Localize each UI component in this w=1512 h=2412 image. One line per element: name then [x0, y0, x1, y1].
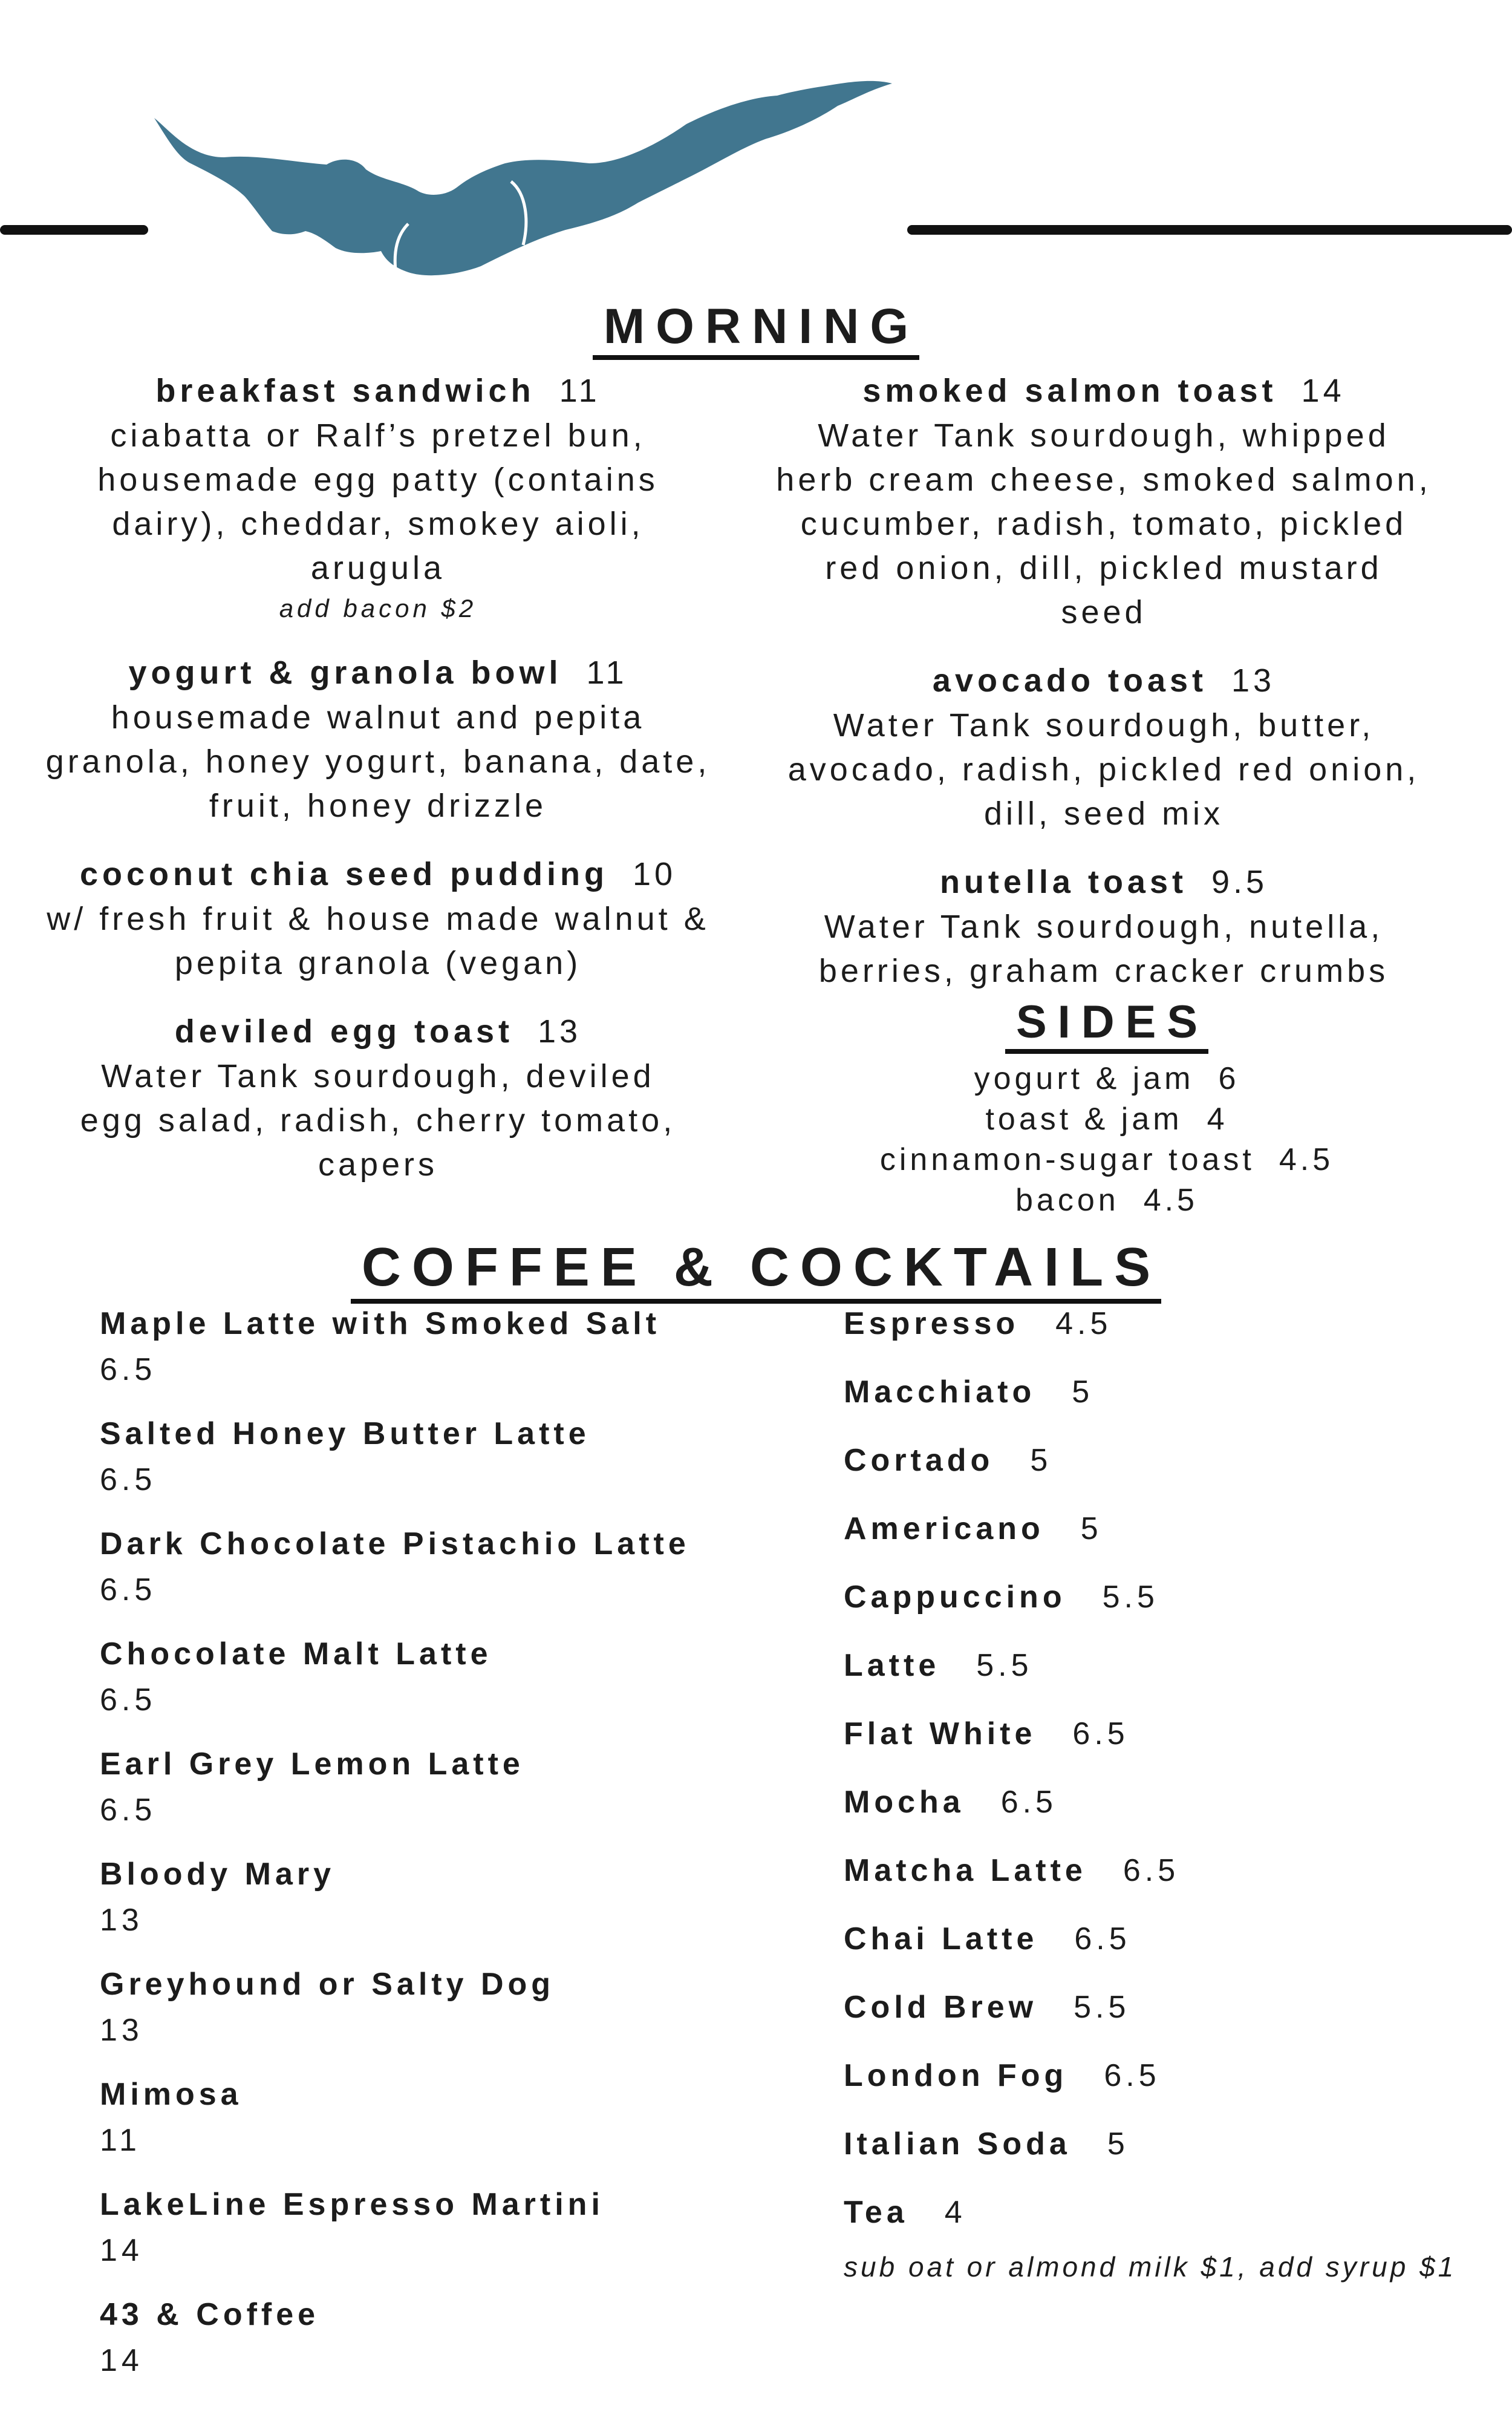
- menu-item: [36, 851, 720, 985]
- drink-price: 4: [944, 2195, 966, 2230]
- drink-name: Italian Soda: [844, 2126, 1071, 2162]
- menu-item: [36, 368, 720, 627]
- menu-item: [36, 1008, 720, 1187]
- menu-item-description: dill, seed mix: [983, 796, 1224, 832]
- header-rule-left: [0, 225, 148, 235]
- menu-item-name: coconut chia seed pudding: [79, 856, 608, 892]
- coffee-right-column: [844, 1301, 1479, 2258]
- drink-item: [100, 2292, 795, 2384]
- drink-name: Chocolate Malt Latte: [100, 1636, 492, 1672]
- drink-item: [844, 1506, 1479, 1574]
- drink-item: [844, 2121, 1479, 2189]
- menu-item-description: Water Tank sourdough, nutella,: [824, 909, 1384, 945]
- menu-item-header: [771, 368, 1436, 414]
- drink-price: 6.5: [100, 1462, 157, 1497]
- menu-item-header: [771, 859, 1436, 905]
- drink-name: LakeLine Espresso Martini: [100, 2187, 604, 2222]
- menu-item-description: dairy), cheddar, smokey aioli,: [112, 506, 644, 542]
- drink-price: 14: [100, 2343, 143, 2378]
- drink-item: [844, 1642, 1479, 1711]
- menu-item-description: granola, honey yogurt, banana, date,: [45, 744, 711, 780]
- drink-name: Macchiato: [844, 1374, 1036, 1410]
- menu-item-price: 11: [586, 655, 628, 691]
- drink-item: [844, 1369, 1479, 1437]
- menu-item-description: ciabatta or Ralf’s pretzel bun,: [110, 417, 646, 454]
- drink-name: Chai Latte: [844, 1921, 1038, 1956]
- menu-item-name: nutella toast: [939, 864, 1187, 900]
- drink-price: 4.5: [1055, 1306, 1112, 1341]
- milk-syrup-note: sub oat or almond milk $1, add syrup $1: [844, 2251, 1457, 2283]
- morning-heading: MORNING: [0, 293, 1512, 360]
- drink-price: 13: [100, 2013, 143, 2048]
- header-rule-right: [907, 225, 1512, 235]
- menu-item: [771, 658, 1436, 836]
- side-item: [774, 1180, 1439, 1221]
- morning-right-column: [771, 368, 1436, 1016]
- morning-left-column: [36, 368, 720, 1210]
- side-item-name: cinnamon-sugar toast: [879, 1142, 1255, 1177]
- drink-item: [844, 2189, 1479, 2258]
- menu-item-description: arugula: [310, 550, 446, 586]
- drink-price: 5.5: [1102, 1580, 1159, 1615]
- menu-item-header: [771, 658, 1436, 704]
- menu-item-description: seed: [1061, 594, 1147, 630]
- menu-item-description: egg salad, radish, cherry tomato,: [80, 1102, 676, 1139]
- menu-item-price: 13: [538, 1013, 582, 1050]
- menu-item-price: 14: [1301, 373, 1345, 409]
- side-item: [774, 1099, 1439, 1140]
- menu-item-description: fruit, honey drizzle: [209, 788, 547, 824]
- menu-item-description: red onion, dill, pickled mustard: [825, 550, 1383, 586]
- drink-name: London Fog: [844, 2058, 1068, 2093]
- menu-item-description: Water Tank sourdough, butter,: [833, 707, 1375, 744]
- menu-item-header: [36, 851, 720, 897]
- side-item-name: yogurt & jam: [974, 1061, 1194, 1096]
- side-item-price: 4.5: [1143, 1183, 1198, 1218]
- drink-price: 5: [1107, 2126, 1129, 2162]
- drink-item: [100, 1961, 795, 2053]
- menu-item: [771, 368, 1436, 635]
- drink-price: 11: [100, 2123, 141, 2158]
- drink-item: [844, 1574, 1479, 1642]
- side-item-price: 6: [1218, 1061, 1240, 1096]
- drink-name: Cold Brew: [844, 1990, 1038, 2025]
- side-item-price: 4.5: [1279, 1142, 1334, 1177]
- drink-price: 14: [100, 2233, 143, 2268]
- drink-name: Dark Chocolate Pistachio Latte: [100, 1526, 690, 1561]
- menu-item-description: avocado, radish, pickled red onion,: [787, 751, 1420, 788]
- menu-item: [771, 859, 1436, 993]
- drink-name: Mimosa: [100, 2077, 243, 2112]
- drink-price: 6.5: [100, 1682, 157, 1717]
- menu-item-name: smoked salmon toast: [862, 373, 1277, 409]
- menu-item-description: berries, graham cracker crumbs: [818, 953, 1389, 989]
- drink-price: 6.5: [1104, 2058, 1161, 2093]
- drink-price: 13: [100, 1903, 143, 1938]
- menu-item-price: 10: [632, 856, 677, 892]
- drink-price: 6.5: [1123, 1853, 1180, 1888]
- menu-item-name: deviled egg toast: [174, 1013, 514, 1050]
- sides-list: [774, 1059, 1439, 1221]
- drink-name: Bloody Mary: [100, 1857, 336, 1892]
- menu-item-description: housemade egg patty (contains: [97, 462, 659, 498]
- drink-price: 6.5: [100, 1352, 157, 1387]
- drink-item: [844, 1984, 1479, 2053]
- menu-item-header: [36, 1008, 720, 1054]
- drink-name: Earl Grey Lemon Latte: [100, 1747, 524, 1782]
- sides-heading: SIDES: [774, 992, 1439, 1053]
- drink-price: 6.5: [1074, 1921, 1131, 1956]
- menu-item-price: 11: [559, 373, 601, 409]
- drink-item: [100, 1301, 795, 1393]
- side-item: [774, 1059, 1439, 1099]
- menu-item-header: [36, 650, 720, 696]
- drink-item: [100, 1521, 795, 1613]
- drink-name: 43 & Coffee: [100, 2297, 320, 2332]
- drink-name: Cappuccino: [844, 1580, 1066, 1615]
- drink-name: Maple Latte with Smoked Salt: [100, 1306, 661, 1341]
- drink-name: Espresso: [844, 1306, 1020, 1341]
- menu-item-description: herb cream cheese, smoked salmon,: [776, 462, 1432, 498]
- diving-swimmer-icon: [142, 73, 916, 290]
- drink-item: [844, 1711, 1479, 1779]
- menu-item-price: 9.5: [1211, 864, 1268, 900]
- side-item-name: toast & jam: [985, 1102, 1183, 1137]
- drink-item: [844, 1437, 1479, 1506]
- drink-item: [100, 1411, 795, 1503]
- drink-name: Tea: [844, 2195, 908, 2230]
- drink-name: Americano: [844, 1511, 1044, 1546]
- menu-item-description: Water Tank sourdough, whipped: [818, 417, 1390, 454]
- drink-name: Mocha: [844, 1785, 965, 1820]
- drink-price: 5: [1072, 1374, 1094, 1410]
- menu-item-description: w/ fresh fruit & house made walnut &: [47, 901, 709, 937]
- drink-price: 5.5: [976, 1648, 1033, 1683]
- menu-item-note: add bacon $2: [279, 594, 477, 623]
- menu-item-description: housemade walnut and pepita: [111, 699, 645, 736]
- drink-item: [100, 1851, 795, 1943]
- drink-price: 6.5: [1072, 1716, 1129, 1751]
- drink-price: 5.5: [1074, 1990, 1130, 2025]
- menu-item-name: avocado toast: [932, 662, 1208, 699]
- drink-item: [100, 2071, 795, 2163]
- side-item: [774, 1140, 1439, 1180]
- menu-item-header: [36, 368, 720, 414]
- drink-name: Greyhound or Salty Dog: [100, 1967, 555, 2002]
- drink-item: [844, 1301, 1479, 1369]
- drink-name: Salted Honey Butter Latte: [100, 1416, 590, 1451]
- menu-item-description: Water Tank sourdough, deviled: [101, 1058, 655, 1094]
- drink-price: 6.5: [1000, 1785, 1057, 1820]
- drink-item: [844, 1779, 1479, 1848]
- menu-item-name: yogurt & granola bowl: [128, 655, 562, 691]
- side-item-price: 4: [1207, 1102, 1228, 1137]
- side-item-name: bacon: [1015, 1183, 1119, 1218]
- drink-item: [844, 2053, 1479, 2121]
- menu-item-description: capers: [318, 1146, 438, 1183]
- drink-price: 6.5: [100, 1793, 157, 1828]
- drink-price: 5: [1030, 1443, 1052, 1478]
- drink-name: Cortado: [844, 1443, 994, 1478]
- drink-item: [100, 1741, 795, 1833]
- menu-item-price: 13: [1231, 662, 1276, 699]
- coffee-heading: COFFEE & COCKTAILS: [0, 1231, 1512, 1304]
- drink-name: Latte: [844, 1648, 940, 1683]
- drink-item: [100, 1631, 795, 1723]
- drink-price: 6.5: [100, 1572, 157, 1607]
- drink-item: [844, 1916, 1479, 1984]
- menu-item: [36, 650, 720, 828]
- drink-price: 5: [1080, 1511, 1103, 1546]
- menu-item-description: pepita granola (vegan): [174, 945, 582, 981]
- drink-item: [100, 2182, 795, 2273]
- drink-item: [844, 1848, 1479, 1916]
- drink-name: Matcha Latte: [844, 1853, 1087, 1888]
- drink-name: Flat White: [844, 1716, 1037, 1751]
- coffee-left-column: [100, 1301, 795, 2402]
- menu-item-description: cucumber, radish, tomato, pickled: [800, 506, 1407, 542]
- menu-item-name: breakfast sandwich: [155, 373, 535, 409]
